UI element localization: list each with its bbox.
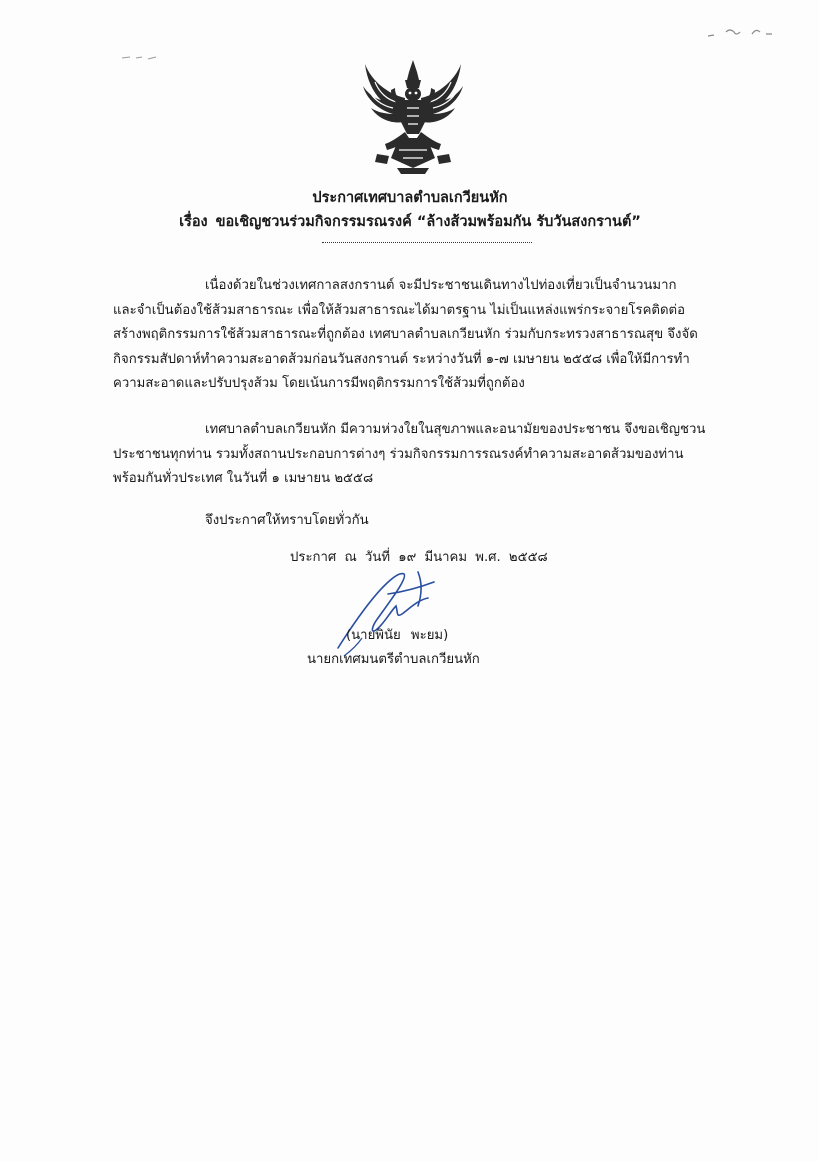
garuda-emblem-icon bbox=[357, 58, 469, 176]
paragraph-line: และจำเป็นต้องใช้ส้วมสาธารณะ เพื่อให้ส้วมสาธารณะได้มาตรฐาน ไม่เป็นแหล่งแพร่กระจายโรคติดต่อ bbox=[113, 302, 686, 318]
announcement-date: ประกาศ ณ วันที่ ๑๙ มีนาคม พ.ศ. ๒๕๕๘ bbox=[290, 550, 548, 565]
body-paragraph-2 bbox=[113, 418, 753, 492]
paragraph-line: ประชาชนทุกท่าน รวมทั้งสถานประกอบการต่างๆ ร่วมกิจกรรมการรณรงค์ทำความสะอาดส้วมของท่าน bbox=[113, 446, 684, 462]
subject-line bbox=[100, 210, 720, 234]
subject-label: เรื่อง bbox=[179, 214, 208, 230]
paragraph-line: สร้างพฤติกรรมการใช้ส้วมสาธารณะที่ถูกต้อง เทศบาลตำบลเกวียนหัก ร่วมกับกระทรวงสาธารณสุข จึงจัด bbox=[113, 327, 698, 343]
announcement-title-block bbox=[100, 186, 720, 234]
paragraph-line: เนื่องด้วยในช่วงเทศกาลสงกรานต์ จะมีประชาชนเดินทางไปท่องเที่ยวเป็นจำนวนมาก bbox=[205, 278, 677, 293]
signer-title: นายกเทศมนตรีตำบลเกวียนหัก bbox=[307, 652, 480, 667]
handwritten-signature bbox=[318, 552, 448, 662]
dotted-divider bbox=[322, 242, 532, 243]
signer-name: (นายพินัย พะยม) bbox=[346, 628, 449, 643]
paragraph-line: ความสะอาดและปรับปรุงส้วม โดยเน้นการมีพฤติกรรมการใช้ส้วมที่ถูกต้อง bbox=[113, 376, 525, 392]
closing-statement: จึงประกาศให้ทราบโดยทั่วกัน bbox=[205, 513, 369, 528]
scan-artifact-mark bbox=[700, 22, 780, 42]
paragraph-line: เทศบาลตำบลเกวียนหัก มีความห่วงใยในสุขภาพและอนามัยของประชาชน จึงขอเชิญชวน bbox=[205, 422, 706, 437]
subject-text: ขอเชิญชวนร่วมกิจกรรมรณรงค์ “ล้างส้วมพร้อมกัน รับวันสงกรานต์” bbox=[215, 214, 641, 230]
paragraph-line: พร้อมกันทั่วประเทศ ในวันที่ ๑ เมษายน ๒๕๕๘ bbox=[113, 471, 374, 487]
paragraph-line: กิจกรรมสัปดาห์ทำความสะอาดส้วมก่อนวันสงกรานต์ ระหว่างวันที่ ๑-๗ เมษายน ๒๕๕๘ เพื่อให้มีการทำ bbox=[113, 351, 690, 367]
scan-artifact-mark bbox=[120, 52, 160, 62]
body-paragraph-1 bbox=[113, 274, 753, 397]
announcement-title: ประกาศเทศบาลตำบลเกวียนหัก bbox=[312, 190, 508, 206]
